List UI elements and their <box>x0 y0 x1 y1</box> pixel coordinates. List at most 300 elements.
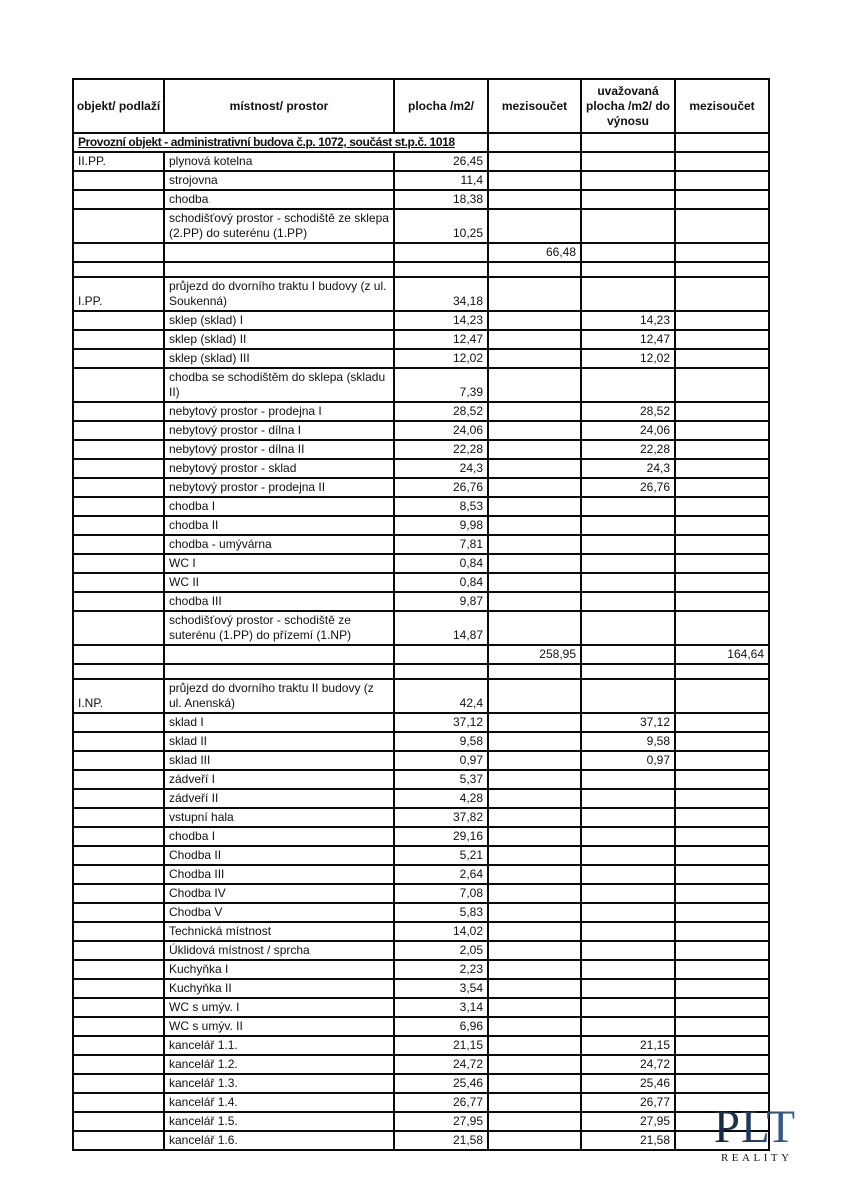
cell-yield-subtotal <box>675 827 769 846</box>
cell-subtotal <box>488 478 581 497</box>
cell-subtotal <box>488 402 581 421</box>
cell-area: 10,25 <box>394 209 488 243</box>
cell-room: Technická místnost <box>164 922 394 941</box>
cell-area: 21,15 <box>394 1036 488 1055</box>
cell-subtotal <box>488 592 581 611</box>
cell-yield-subtotal <box>675 592 769 611</box>
cell-room: nebytový prostor - dílna I <box>164 421 394 440</box>
table-row <box>73 846 769 865</box>
cell-yield-subtotal <box>675 209 769 243</box>
cell-room <box>164 664 394 679</box>
cell-floor <box>73 262 164 277</box>
cell-subtotal <box>488 713 581 732</box>
cell-floor: I.NP. <box>73 679 164 713</box>
cell-area: 5,37 <box>394 770 488 789</box>
cell-yield-subtotal <box>675 349 769 368</box>
cell-floor <box>73 827 164 846</box>
cell-yield-subtotal <box>675 846 769 865</box>
cell-yield-subtotal <box>675 190 769 209</box>
cell-area: 7,08 <box>394 884 488 903</box>
table-row <box>73 611 769 645</box>
cell-floor: II.PP. <box>73 152 164 171</box>
cell-yield-area <box>581 679 675 713</box>
table-row <box>73 368 769 402</box>
cell-floor <box>73 903 164 922</box>
cell-yield-subtotal <box>675 789 769 808</box>
cell-subtotal <box>488 865 581 884</box>
cell-room: Úklidová místnost / sprcha <box>164 941 394 960</box>
cell-yield-subtotal <box>675 713 769 732</box>
cell-subtotal <box>488 554 581 573</box>
cell-room: Chodba IV <box>164 884 394 903</box>
cell-yield-area <box>581 152 675 171</box>
cell-floor <box>73 478 164 497</box>
cell-yield-area <box>581 903 675 922</box>
cell-area: 0,84 <box>394 554 488 573</box>
cell-room: Chodba III <box>164 865 394 884</box>
cell-yield-area: 24,72 <box>581 1055 675 1074</box>
table-row <box>73 732 769 751</box>
cell-room: nebytový prostor - prodejna I <box>164 402 394 421</box>
cell-room <box>164 243 394 262</box>
cell-yield-area <box>581 827 675 846</box>
cell-yield-subtotal <box>675 865 769 884</box>
cell-floor <box>73 922 164 941</box>
cell-yield-subtotal <box>675 941 769 960</box>
cell-yield-area <box>581 573 675 592</box>
cell-subtotal <box>488 440 581 459</box>
cell-subtotal <box>488 960 581 979</box>
cell-area: 26,45 <box>394 152 488 171</box>
cell-area: 26,77 <box>394 1093 488 1112</box>
cell-yield-subtotal <box>675 554 769 573</box>
cell-floor <box>73 664 164 679</box>
table-row <box>73 1036 769 1055</box>
cell-yield-area: 25,46 <box>581 1074 675 1093</box>
cell-yield-area <box>581 789 675 808</box>
cell-yield-subtotal <box>675 960 769 979</box>
cell-floor <box>73 1017 164 1036</box>
table-row <box>73 808 769 827</box>
cell-subtotal <box>488 1036 581 1055</box>
cell-yield-area <box>581 770 675 789</box>
table-row <box>73 209 769 243</box>
cell-subtotal <box>488 789 581 808</box>
cell-subtotal: 258,95 <box>488 645 581 664</box>
cell-room: sklad III <box>164 751 394 770</box>
table-row <box>73 713 769 732</box>
table-row <box>73 827 769 846</box>
cell-subtotal <box>488 152 581 171</box>
cell-area <box>394 243 488 262</box>
cell-room <box>164 262 394 277</box>
cell-yield-area: 9,58 <box>581 732 675 751</box>
cell-yield-subtotal <box>675 243 769 262</box>
table-row <box>73 349 769 368</box>
cell-floor <box>73 645 164 664</box>
table-row <box>73 751 769 770</box>
area-table <box>72 78 770 1151</box>
cell-yield-subtotal <box>675 535 769 554</box>
cell-room: vstupní hala <box>164 808 394 827</box>
cell-room: chodba - umývárna <box>164 535 394 554</box>
cell-floor <box>73 440 164 459</box>
table-row <box>73 679 769 713</box>
cell-yield-area <box>581 209 675 243</box>
table-row <box>73 330 769 349</box>
cell-subtotal <box>488 209 581 243</box>
table-row <box>73 903 769 922</box>
cell-floor <box>73 535 164 554</box>
cell-yield-area <box>581 611 675 645</box>
cell-subtotal <box>488 497 581 516</box>
cell-room: WC s umýv. I <box>164 998 394 1017</box>
cell-area: 42,4 <box>394 679 488 713</box>
table-row <box>73 243 769 262</box>
cell-yield-subtotal <box>675 770 769 789</box>
cell-subtotal <box>488 1112 581 1131</box>
cell-area <box>394 645 488 664</box>
cell-floor <box>73 732 164 751</box>
cell-subtotal <box>488 998 581 1017</box>
cell-room: sklep (sklad) I <box>164 311 394 330</box>
plt-logo <box>700 1101 810 1164</box>
logo-wordmark: PLT <box>713 1101 797 1153</box>
cell-floor <box>73 349 164 368</box>
cell-floor <box>73 516 164 535</box>
cell-room: sklad I <box>164 713 394 732</box>
cell-yield-area <box>581 592 675 611</box>
cell-yield-subtotal <box>675 732 769 751</box>
cell-room: Kuchyňka I <box>164 960 394 979</box>
cell-area: 9,58 <box>394 732 488 751</box>
cell-area: 2,64 <box>394 865 488 884</box>
cell-area: 4,28 <box>394 789 488 808</box>
cell-area: 0,84 <box>394 573 488 592</box>
cell-floor <box>73 941 164 960</box>
table-row <box>73 497 769 516</box>
column-header-floor: objekt/ podlaží <box>73 79 164 133</box>
cell-room: zádveří I <box>164 770 394 789</box>
cell-area: 25,46 <box>394 1074 488 1093</box>
section-row <box>73 133 769 152</box>
table-row <box>73 573 769 592</box>
cell-yield-area: 24,3 <box>581 459 675 478</box>
cell-yield-area: 37,12 <box>581 713 675 732</box>
cell-yield-subtotal <box>675 152 769 171</box>
cell-area: 27,95 <box>394 1112 488 1131</box>
cell-yield-area <box>581 645 675 664</box>
cell-subtotal <box>488 827 581 846</box>
cell-yield-area: 26,76 <box>581 478 675 497</box>
cell-floor <box>73 243 164 262</box>
table-row <box>73 478 769 497</box>
cell-yield-subtotal <box>675 1055 769 1074</box>
cell-yield-area: 12,02 <box>581 349 675 368</box>
cell-subtotal <box>488 664 581 679</box>
column-header-area: plocha /m2/ <box>394 79 488 133</box>
cell-subtotal: 66,48 <box>488 243 581 262</box>
cell-room <box>164 645 394 664</box>
cell-yield-area <box>581 535 675 554</box>
cell-room: chodba I <box>164 827 394 846</box>
cell-floor <box>73 1131 164 1150</box>
cell-area: 14,23 <box>394 311 488 330</box>
cell-subtotal <box>488 979 581 998</box>
cell-floor <box>73 1074 164 1093</box>
cell-subtotal <box>488 770 581 789</box>
cell-floor <box>73 497 164 516</box>
cell-area: 7,39 <box>394 368 488 402</box>
cell-subtotal <box>488 171 581 190</box>
cell-yield-area <box>581 979 675 998</box>
cell-subtotal <box>488 368 581 402</box>
table-row <box>73 884 769 903</box>
cell-area: 2,05 <box>394 941 488 960</box>
table-row <box>73 402 769 421</box>
cell-yield-subtotal <box>675 611 769 645</box>
cell-area: 21,58 <box>394 1131 488 1150</box>
cell-room: WC s umýv. II <box>164 1017 394 1036</box>
cell-area <box>394 262 488 277</box>
cell-room: Kuchyňka II <box>164 979 394 998</box>
cell-subtotal <box>488 732 581 751</box>
cell-area: 18,38 <box>394 190 488 209</box>
cell-yield-subtotal <box>675 998 769 1017</box>
cell-floor <box>73 998 164 1017</box>
table-row <box>73 1055 769 1074</box>
cell-room: schodišťový prostor - schodiště ze sklepa (2.PP) do suterénu (1.PP) <box>164 209 394 243</box>
cell-subtotal <box>488 311 581 330</box>
cell-area: 37,82 <box>394 808 488 827</box>
cell-subtotal <box>488 846 581 865</box>
table-row <box>73 998 769 1017</box>
cell-subtotal <box>488 133 581 152</box>
cell-room: nebytový prostor - prodejna II <box>164 478 394 497</box>
cell-floor <box>73 311 164 330</box>
cell-room: chodba se schodištěm do sklepa (skladu II) <box>164 368 394 402</box>
table-row <box>73 554 769 573</box>
cell-area: 12,02 <box>394 349 488 368</box>
cell-yield-area: 26,77 <box>581 1093 675 1112</box>
cell-yield-subtotal <box>675 497 769 516</box>
cell-room: chodba <box>164 190 394 209</box>
table-header-row <box>73 79 769 133</box>
cell-yield-area <box>581 998 675 1017</box>
cell-yield-subtotal <box>675 402 769 421</box>
cell-room: chodba II <box>164 516 394 535</box>
cell-subtotal <box>488 535 581 554</box>
cell-subtotal <box>488 1093 581 1112</box>
cell-floor <box>73 611 164 645</box>
cell-room: WC II <box>164 573 394 592</box>
cell-area: 2,23 <box>394 960 488 979</box>
cell-area: 7,81 <box>394 535 488 554</box>
cell-area: 34,18 <box>394 277 488 311</box>
column-header-subtotal: mezisoučet <box>488 79 581 133</box>
cell-floor <box>73 190 164 209</box>
cell-yield-subtotal <box>675 421 769 440</box>
cell-yield-subtotal <box>675 1074 769 1093</box>
cell-area: 29,16 <box>394 827 488 846</box>
cell-yield-area <box>581 808 675 827</box>
cell-yield-subtotal <box>675 1036 769 1055</box>
cell-floor <box>73 751 164 770</box>
cell-subtotal <box>488 941 581 960</box>
cell-yield-area <box>581 846 675 865</box>
cell-floor <box>73 770 164 789</box>
cell-subtotal <box>488 611 581 645</box>
cell-yield-subtotal <box>675 664 769 679</box>
cell-yield-subtotal <box>675 171 769 190</box>
table-row <box>73 979 769 998</box>
table-row <box>73 592 769 611</box>
cell-yield-subtotal <box>675 440 769 459</box>
table-row <box>73 516 769 535</box>
cell-yield-area <box>581 516 675 535</box>
cell-subtotal <box>488 262 581 277</box>
cell-floor <box>73 209 164 243</box>
cell-yield-subtotal <box>675 808 769 827</box>
cell-yield-area <box>581 368 675 402</box>
table-row <box>73 664 769 679</box>
table-row <box>73 440 769 459</box>
cell-subtotal <box>488 751 581 770</box>
cell-subtotal <box>488 330 581 349</box>
cell-subtotal <box>488 808 581 827</box>
cell-yield-subtotal <box>675 903 769 922</box>
cell-area: 11,4 <box>394 171 488 190</box>
cell-yield-area <box>581 133 675 152</box>
cell-yield-subtotal <box>675 330 769 349</box>
cell-floor: I.PP. <box>73 277 164 311</box>
cell-area: 9,87 <box>394 592 488 611</box>
table-row <box>73 421 769 440</box>
cell-floor <box>73 865 164 884</box>
cell-yield-area <box>581 1017 675 1036</box>
column-header-room: místnost/ prostor <box>164 79 394 133</box>
table-body <box>73 133 769 1150</box>
table-row <box>73 922 769 941</box>
cell-subtotal <box>488 903 581 922</box>
cell-floor <box>73 1093 164 1112</box>
table-row <box>73 789 769 808</box>
cell-yield-area <box>581 554 675 573</box>
table-row <box>73 1112 769 1131</box>
cell-floor <box>73 330 164 349</box>
cell-yield-area <box>581 664 675 679</box>
cell-room: průjezd do dvorního traktu II budovy (z ul. Anenská) <box>164 679 394 713</box>
cell-area: 8,53 <box>394 497 488 516</box>
cell-yield-area: 28,52 <box>581 402 675 421</box>
cell-yield-area: 21,15 <box>581 1036 675 1055</box>
cell-yield-area: 12,47 <box>581 330 675 349</box>
table-row <box>73 262 769 277</box>
cell-room: nebytový prostor - sklad <box>164 459 394 478</box>
cell-area: 0,97 <box>394 751 488 770</box>
cell-floor <box>73 1112 164 1131</box>
section-title: Provozní objekt - administrativní budova č.p. 1072, součást st.p.č. 1018 <box>73 133 488 152</box>
cell-yield-subtotal: 164,64 <box>675 645 769 664</box>
cell-area: 5,21 <box>394 846 488 865</box>
cell-yield-area: 0,97 <box>581 751 675 770</box>
cell-yield-area: 21,58 <box>581 1131 675 1150</box>
cell-subtotal <box>488 922 581 941</box>
cell-yield-area <box>581 960 675 979</box>
cell-floor <box>73 884 164 903</box>
cell-floor <box>73 808 164 827</box>
cell-room: schodišťový prostor - schodiště ze suterénu (1.PP) do přízemí (1.NP) <box>164 611 394 645</box>
cell-room: plynová kotelna <box>164 152 394 171</box>
cell-subtotal <box>488 190 581 209</box>
cell-yield-area <box>581 190 675 209</box>
table-row <box>73 152 769 171</box>
cell-subtotal <box>488 573 581 592</box>
cell-yield-subtotal <box>675 884 769 903</box>
cell-subtotal <box>488 349 581 368</box>
cell-subtotal <box>488 421 581 440</box>
cell-floor <box>73 960 164 979</box>
cell-room: kancelář 1.3. <box>164 1074 394 1093</box>
cell-area: 24,72 <box>394 1055 488 1074</box>
cell-floor <box>73 402 164 421</box>
cell-yield-subtotal <box>675 516 769 535</box>
cell-room: průjezd do dvorního traktu I budovy (z ul. Soukenná) <box>164 277 394 311</box>
cell-subtotal <box>488 277 581 311</box>
cell-area: 22,28 <box>394 440 488 459</box>
cell-yield-area: 27,95 <box>581 1112 675 1131</box>
cell-floor <box>73 592 164 611</box>
cell-yield-subtotal <box>675 133 769 152</box>
cell-yield-area <box>581 277 675 311</box>
cell-floor <box>73 368 164 402</box>
table-row <box>73 645 769 664</box>
cell-subtotal <box>488 1055 581 1074</box>
cell-room: kancelář 1.5. <box>164 1112 394 1131</box>
table-row <box>73 1017 769 1036</box>
table-row <box>73 171 769 190</box>
cell-yield-subtotal <box>675 459 769 478</box>
cell-yield-subtotal <box>675 979 769 998</box>
cell-subtotal <box>488 1074 581 1093</box>
cell-yield-area <box>581 243 675 262</box>
cell-room: Chodba II <box>164 846 394 865</box>
cell-floor <box>73 789 164 808</box>
table-row <box>73 535 769 554</box>
cell-room: sklad II <box>164 732 394 751</box>
cell-room: nebytový prostor - dílna II <box>164 440 394 459</box>
cell-area: 3,14 <box>394 998 488 1017</box>
cell-area: 24,06 <box>394 421 488 440</box>
cell-floor <box>73 1036 164 1055</box>
cell-area: 24,3 <box>394 459 488 478</box>
cell-area: 14,87 <box>394 611 488 645</box>
cell-room: strojovna <box>164 171 394 190</box>
cell-floor <box>73 554 164 573</box>
column-header-yield-subtotal: mezisoučet <box>675 79 769 133</box>
cell-yield-area <box>581 171 675 190</box>
cell-floor <box>73 171 164 190</box>
cell-yield-area: 22,28 <box>581 440 675 459</box>
table-row <box>73 1074 769 1093</box>
cell-room: kancelář 1.4. <box>164 1093 394 1112</box>
cell-area: 28,52 <box>394 402 488 421</box>
cell-yield-area <box>581 922 675 941</box>
cell-yield-subtotal <box>675 573 769 592</box>
cell-area: 5,83 <box>394 903 488 922</box>
cell-room: zádveří II <box>164 789 394 808</box>
cell-area: 3,54 <box>394 979 488 998</box>
